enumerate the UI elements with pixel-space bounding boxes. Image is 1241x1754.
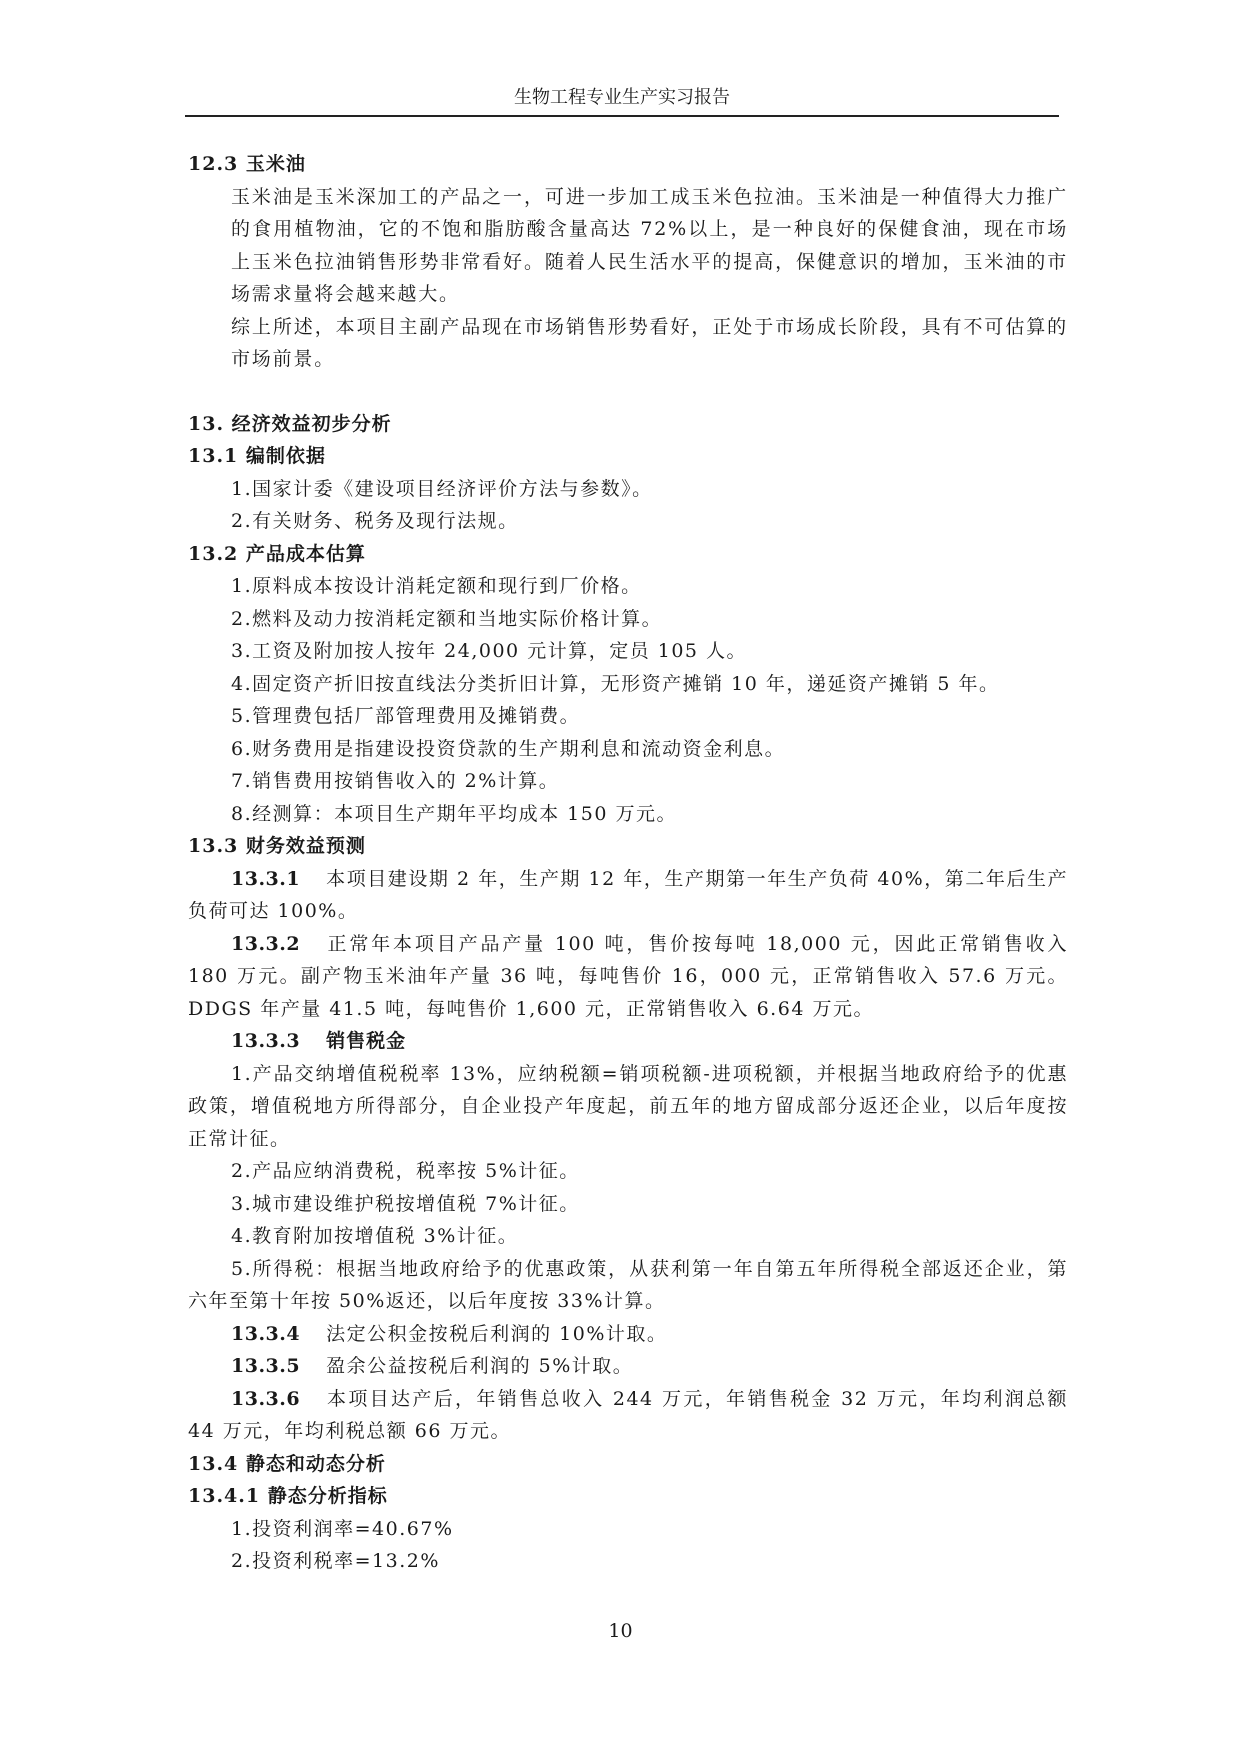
list-item: 5.管理费包括厂部管理费用及摊销费。: [231, 705, 581, 727]
subsection-title: 销售税金: [326, 1030, 407, 1052]
subsection-13-3-4: [188, 1318, 1068, 1351]
document-body: [188, 148, 1068, 1578]
section-heading-13-3: 13.3 财务效益预测: [188, 835, 366, 857]
subsection-number: 13.3.3: [231, 1030, 301, 1052]
page-number: 10: [608, 1620, 633, 1642]
subsection-text: 本项目达产后，年销售总收入 244 万元，年销售税金 32 万元，年均利润总额 44 万元，年均利税总额 66 万元。: [188, 1387, 1068, 1442]
subsection-13-3-3: [188, 1025, 1068, 1058]
list-item: 6.财务费用是指建设投资贷款的生产期利息和流动资金利息。: [231, 737, 786, 760]
paragraph-summary: 综上所述，本项目主副产品现在市场销售形势看好，正处于市场成长阶段，具有不可估算的市场前景。: [231, 315, 1068, 370]
subsection-number: 13.3.6: [231, 1387, 301, 1410]
list-item: 3.工资及附加按人按年 24,000 元计算，定员 105 人。: [231, 640, 748, 662]
list-item: 7.销售费用按销售收入的 2%计算。: [231, 770, 560, 792]
tax-item: 4.教育附加按增值税 3%计征。: [231, 1225, 519, 1247]
list-item: 2.燃料及动力按消耗定额和当地实际价格计算。: [231, 607, 663, 630]
list-item: 4.固定资产折旧按直线法分类折旧计算，无形资产摊销 10 年，递延资产摊销 5 年。: [231, 672, 1000, 695]
list-item: 1.投资利润率=40.67%: [231, 1517, 454, 1540]
subsection-13-3-5: [188, 1350, 1068, 1383]
section-heading-13-4: 13.4 静态和动态分析: [188, 1452, 386, 1475]
subsection-number: 13.3.4: [231, 1322, 301, 1345]
section-heading-13-1: 13.1 编制依据: [188, 445, 326, 467]
list-item: 8.经测算：本项目生产期年平均成本 150 万元。: [231, 802, 677, 825]
tax-item: 3.城市建设维护税按增值税 7%计征。: [231, 1192, 580, 1215]
subsection-text: 法定公积金按税后利润的 10%计取。: [326, 1322, 668, 1345]
list-item: 2.投资利税率=13.2%: [231, 1550, 440, 1572]
subsection-13-3-2: [188, 928, 1068, 1026]
paragraph-corn-oil: 玉米油是玉米深加工的产品之一，可进一步加工成玉米色拉油。玉米油是一种值得大力推广的食用植物油，它的不饱和脂肪酸含量高达 72%以上，是一种良好的保健食油，现在市场上玉米色拉油销售形势非常看好。随着人民生活水平的提高，保健意识的增加，玉米油的市场需求量将会越来越大。: [231, 185, 1068, 305]
subsection-text: 本项目建设期 2 年，生产期 12 年，生产期第一年生产负荷 40%，第二年后生产负荷可达 100%。: [188, 867, 1068, 922]
tax-item: 5.所得税：根据当地政府给予的优惠政策，从获利第一年自第五年所得税全部返还企业，第六年至第十年按 50%返还，以后年度按 33%计算。: [188, 1257, 1068, 1312]
list-item: 1.国家计委《建设项目经济评价方法与参数》。: [231, 477, 653, 500]
section-heading-13-2: 13.2 产品成本估算: [188, 542, 366, 565]
subsection-text: 盈余公益按税后利润的 5%计取。: [326, 1355, 634, 1377]
page-header: 生物工程专业生产实习报告: [514, 87, 730, 108]
section-heading-13-4-1: 13.4.1 静态分析指标: [188, 1485, 388, 1507]
subsection-13-3-6: [188, 1383, 1068, 1448]
subsection-number: 13.3.2: [231, 932, 301, 955]
header-divider: [185, 115, 1059, 117]
subsection-number: 13.3.5: [231, 1355, 301, 1377]
subsection-number: 13.3.1: [231, 867, 301, 890]
tax-item: 1.产品交纳增值税税率 13%，应纳税额=销项税额-进项税额，并根据当地政府给予的优惠政策，增值税地方所得部分，自企业投产年度起，前五年的地方留成部分返还企业，以后年度按正常计征。: [188, 1062, 1068, 1150]
chapter-heading-13: 13. 经济效益初步分析: [188, 412, 392, 435]
subsection-13-3-1: [188, 863, 1068, 928]
tax-item: 2.产品应纳消费税，税率按 5%计征。: [231, 1160, 580, 1182]
list-item: 2.有关财务、税务及现行法规。: [231, 510, 519, 532]
section-heading-12-3: 12.3 玉米油: [188, 153, 306, 175]
list-item: 1.原料成本按设计消耗定额和现行到厂价格。: [231, 575, 642, 597]
subsection-text: 正常年本项目产品产量 100 吨，售价按每吨 18,000 元，因此正常销售收入 180 万元。副产物玉米油年产量 36 吨，每吨售价 16，000 元，正常销售收入 57.6 万元。DDGS 年产量 41.5 吨，每吨售价 1,600 元，正常销售收入 6.64 万元。: [188, 932, 1068, 1020]
